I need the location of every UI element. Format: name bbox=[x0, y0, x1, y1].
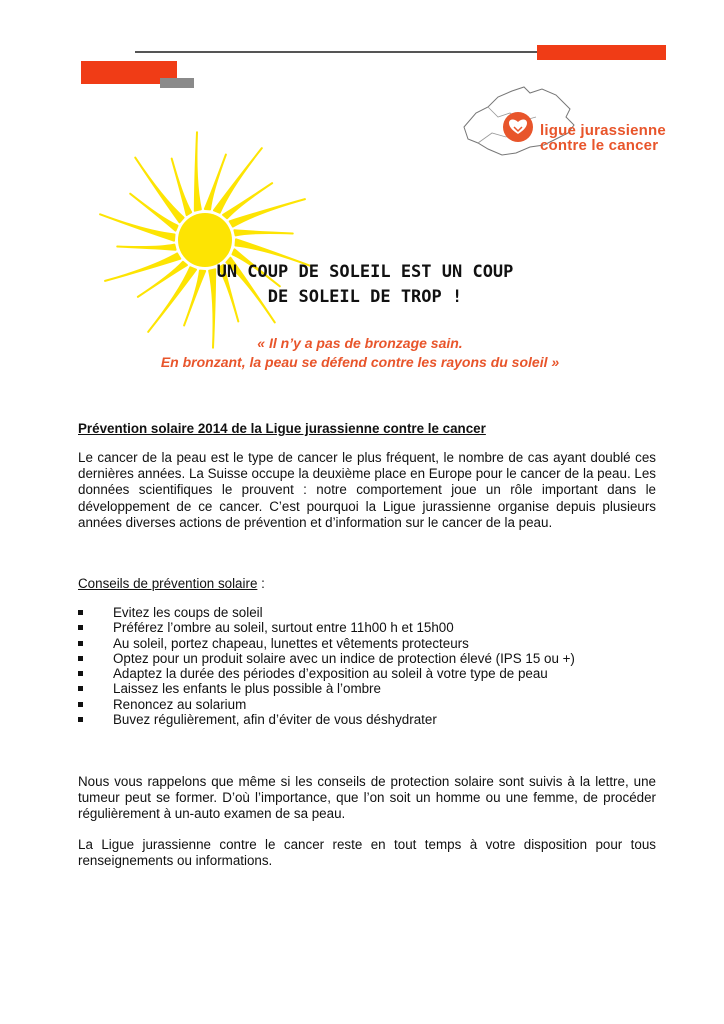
header-red-block-right bbox=[537, 45, 666, 60]
sun-ray bbox=[214, 148, 262, 213]
section-heading: Prévention solaire 2014 de la Ligue jurassienne contre le cancer bbox=[78, 421, 486, 436]
bullet-square-icon bbox=[78, 641, 83, 646]
list-item: Adaptez la durée des périodes d’exposition au soleil à votre type de peau bbox=[78, 666, 656, 681]
bullet-square-icon bbox=[78, 686, 83, 691]
list-item: Renoncez au solarium bbox=[78, 697, 656, 712]
bullet-square-icon bbox=[78, 702, 83, 707]
logo-text-line2: contre le cancer bbox=[540, 137, 659, 154]
sun-ray bbox=[135, 158, 183, 223]
advice-heading-suffix: : bbox=[257, 576, 265, 591]
advice-list bbox=[78, 605, 656, 727]
intro-paragraph: Le cancer de la peau est le type de cancer le plus fréquent, le nombre de cas ayant doublé ces dernières années. La Suisse occupe la deuxième place en Europe pour le cancer de la peau. Les données scientifiques le prouvent : notre comportement joue un rôle important dans le développement de ce cancer. C’est pourquoi la Ligue jurassienne organise depuis plusieurs années diverses actions de prévention et d’information sur le cancer de la peau. bbox=[78, 450, 656, 530]
title-line2: DE SOLEIL DE TROP ! bbox=[267, 287, 463, 307]
sun-ray bbox=[117, 245, 175, 250]
quote-line1: « Il n’y a pas de bronzage sain. bbox=[257, 335, 463, 351]
bullet-square-icon bbox=[78, 671, 83, 676]
sun-ray bbox=[234, 230, 292, 235]
advice-heading bbox=[78, 576, 656, 592]
list-item: Laissez les enfants le plus possible à l’ombre bbox=[78, 681, 656, 696]
list-item: Buvez régulièrement, afin d’éviter de vous déshydrater bbox=[78, 712, 656, 727]
sun-ray bbox=[130, 194, 177, 231]
quote-line2: En bronzant, la peau se défend contre les rayons du soleil » bbox=[160, 354, 560, 370]
closing-paragraph: La Ligue jurassienne contre le cancer reste en tout temps à votre disposition pour tous renseignements ou informations. bbox=[78, 837, 656, 869]
bullet-square-icon bbox=[78, 610, 83, 615]
list-item: Préférez l’ombre au soleil, surtout entre 11h00 h et 15h00 bbox=[78, 620, 656, 635]
page-title bbox=[150, 260, 580, 310]
title-line1: UN COUP DE SOLEIL EST UN COUP bbox=[216, 262, 514, 282]
reminder-paragraph: Nous vous rappelons que même si les conseils de protection solaire sont suivis à la lettre, une tumeur peut se former. D’où l’importance, que l’on soit un homme ou une femme, de procéder régulièrement à un-auto examen de sa peau. bbox=[78, 774, 656, 822]
logo-text-line1: ligue jurassienne bbox=[540, 122, 666, 139]
list-item: Evitez les coups de soleil bbox=[78, 605, 656, 620]
bullet-square-icon bbox=[78, 717, 83, 722]
logo-ligue-jurassienne bbox=[458, 83, 664, 161]
list-item: Au soleil, portez chapeau, lunettes et vêtements protecteurs bbox=[78, 636, 656, 651]
quote bbox=[120, 334, 600, 372]
sun-ray bbox=[195, 132, 201, 210]
sun-core bbox=[178, 213, 232, 267]
bullet-square-icon bbox=[78, 625, 83, 630]
advice-heading-label: Conseils de prévention solaire bbox=[78, 576, 258, 591]
list-item: Optez pour un produit solaire avec un indice de protection élevé (IPS 15 ou +) bbox=[78, 651, 656, 666]
bullet-square-icon bbox=[78, 656, 83, 661]
header-grey-block bbox=[160, 78, 194, 88]
sun-ray bbox=[172, 159, 191, 215]
